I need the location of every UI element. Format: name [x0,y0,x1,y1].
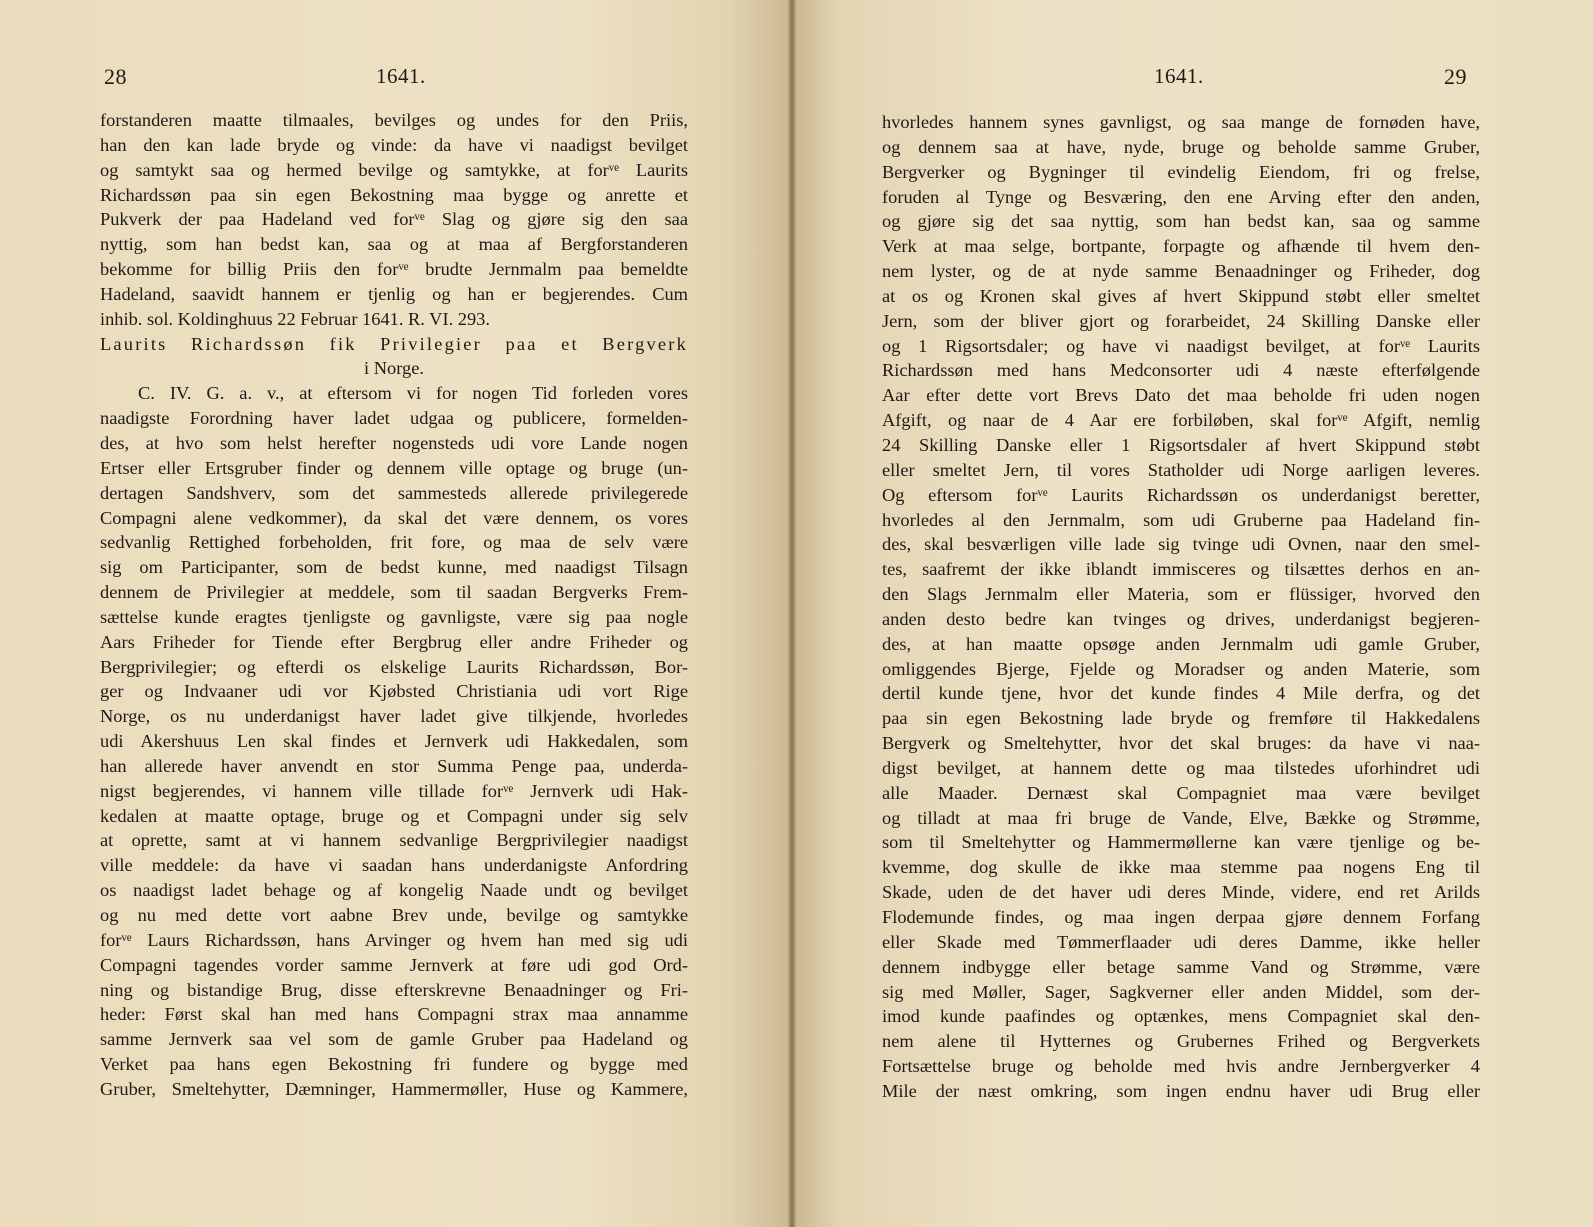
text-line: omliggendes Bjerge, Fjelde og Moradser og anden Materie, som [882,658,1480,679]
text-line: og gjøre sig det saa nyttig, som han bedst kan, saa og samme [882,211,1480,232]
text-line: ning og bistandige Brug, disse efterskrevne Benaadninger og Fri- [100,979,688,1000]
text-line: Norge, os nu underdanigst haver ladet give tilkjende, hvorledes [100,706,688,727]
text-line: dennem de Privilegier at meddele, som til saadan Bergverks Frem- [100,582,688,603]
text-line: sedvanlig Rettighed forbeholden, frit fore, og maa de selv være [100,532,688,553]
page-number: 28 [104,64,127,89]
text-line: imod kunde paafindes og optænkes, mens Compagniet skal den- [882,1006,1480,1027]
text-line: dennem indbygge eller betage samme Vand og Strømme, være [882,956,1480,977]
text-line: nigst begjerendes, vi hannem ville tillade forᵛᵉ Jernverk udi Hak- [100,780,688,801]
text-line: C. IV. G. a. v., at eftersom vi for nogen Tid forleden vores [138,383,688,404]
book-gutter [788,0,796,1227]
text-line: Compagni alene vedkommer), da skal det være dennem, os vores [100,507,688,528]
text-line: Bergprivilegier; og efterdi os elskelige Laurits Richardssøn, Bor- [100,656,688,677]
text-line: forstanderen maatte tilmaales, bevilges og undes for den Priis, [100,110,688,130]
section-heading: Laurits Richardssøn fik Privilegier paa et Bergverk [100,333,688,354]
text-line: dertagen Sandshverv, som det sammesteds allerede privilegerede [100,482,688,503]
text-line: Compagni tagendes vorder samme Jernverk at føre udi god Ord- [100,954,688,975]
text-line: den Slags Jernmalm eller Materia, som er flüssiger, hvorved den [882,584,1480,605]
text-line: hvorledes hannem synes gavnligst, og saa mange de fornøden have, [882,112,1480,132]
text-line: Ertser eller Ertsgruber finder og dennem ville optage og bruge (un- [100,457,688,478]
text-line: Verket paa hans egen Bekostning fri fundere og bygge med [100,1054,688,1075]
text-line: sig om Participanter, som de bedst kunne, med naadigst Tilsagn [100,557,688,578]
text-line: og tilladt at maa fri bruge de Vande, Elve, Bække og Strømme, [882,807,1480,828]
text-line: Afgift, og naar de 4 Aar ere forbiløben, skal forᵛᵉ Afgift, nemlig [882,410,1480,431]
text-line: bekomme for billig Priis den forᵛᵉ brudte Jernmalm paa bemeldte [100,259,688,280]
text-line: inhib. sol. Koldinghuus 22 Februar 1641. R. VI. 293. [100,308,490,329]
left-page [0,0,792,1227]
running-head-year: 1641. [1154,64,1204,88]
text-line: at os og Kronen skal gives af hvert Skippund støbt eller smeltet [882,285,1480,306]
text-line: Mile der næst omkring, som ingen endnu haver udi Brug eller [882,1080,1480,1101]
page-number: 29 [1444,64,1467,89]
text-line: os naadigst ladet behage og af kongelig Naade undt og bevilget [100,880,688,901]
text-line: og nu med dette vort aabne Brev unde, bevilge og samtykke [100,905,688,925]
text-line: som til Smeltehytter og Hammermøllerne kan være tjenlige og be- [882,832,1480,853]
text-line: 24 Skilling Danske eller 1 Rigsortsdaler af hvert Skippund støbt [882,434,1480,455]
text-line: heder: Først skal han med hans Compagni strax maa annamme [100,1004,688,1025]
text-line: des, at han maatte opsøge anden Jernmalm udi gamle Gruber, [882,633,1480,654]
text-line: Gruber, Smeltehytter, Dæmninger, Hammermøller, Huse og Kammere, [100,1078,688,1099]
text-line: han den kan lade bryde og vinde: da have vi naadigst bevilget [100,134,688,155]
text-line: hvorledes al den Jernmalm, som udi Gruberne paa Hadeland fin- [882,509,1480,530]
text-line: des, at hvo som helst herefter nogensteds udi vore Lande nogen [100,432,688,453]
text-line: kedalen at maatte optage, bruge og et Compagni under sig selv [100,805,688,826]
text-line: sættelse kunde eragtes tjenligste og gavnligste, være sig paa nogle [100,606,688,627]
text-line: udi Akershuus Len skal findes et Jernverk udi Hakkedalen, som [100,731,688,752]
text-line: alle Maader. Dernæst skal Compagniet maa være bevilget [882,782,1480,803]
text-line: tes, saafremt der ikke iblandt immisceres og tilsættes derhos en an- [882,559,1480,580]
text-line: sig med Møller, Sager, Sagkverner eller anden Middel, som der- [882,981,1480,1002]
text-line: Skade, uden de det haver udi deres Minde, videre, end ret Arilds [882,882,1480,903]
text-line: Og eftersom forᵛᵉ Laurits Richardssøn os underdanigst beretter, [882,484,1480,505]
text-line: anden desto bedre kan tvinges og drives, underdanigst begjeren- [882,608,1480,629]
text-line: Flodemunde findes, og maa ingen derpaa gjøre dennem Forfang [882,907,1480,927]
text-line: Richardssøn med hans Medconsorter udi 4 næste efterfølgende [882,360,1480,381]
text-line: forᵛᵉ Laurs Richardssøn, hans Arvinger og hvem han med sig udi [100,929,688,950]
text-line: Richardssøn paa sin egen Bekostning maa bygge og anrette et [100,184,688,205]
text-line: dertil kunde tjene, hvor det kunde findes 4 Mile derfra, og det [882,683,1480,704]
text-line: og samtykt saa og hermed bevilge og samtykke, at forᵛᵉ Laurits [100,159,688,180]
left-page-text [100,108,688,1102]
text-line: samme Jernverk saa vel som de gamle Gruber paa Hadeland og [100,1029,688,1050]
text-line: Bergverk og Smeltehytter, hvor det skal bruges: da have vi naa- [882,733,1480,754]
section-heading-continued: i Norge. [364,358,424,379]
text-line: Jern, som der bliver gjort og forarbeidet, 24 Skilling Danske eller [882,310,1480,331]
right-page-text [882,110,1480,1104]
text-line: Aars Friheder for Tiende efter Bergbrug eller andre Friheder og [100,631,688,652]
text-line: des, skal besværligen ville lade sig tvinge udi Ovnen, naar den smel- [882,534,1480,555]
text-line: Fortsættelse bruge og beholde med hvis andre Jernbergverker 4 [882,1056,1480,1077]
right-page [792,0,1593,1227]
text-line: Bergverker og Bygninger til evindelig Eiendom, fri og frelse, [882,161,1480,182]
text-line: nem alene til Hytternes og Grubernes Frihed og Bergverkets [882,1031,1480,1052]
text-line: eller Skade med Tømmerflaader udi deres Damme, ikke heller [882,931,1480,952]
text-line: nem lyster, og de at nyde samme Benaadninger og Friheder, dog [882,261,1480,282]
running-head-year: 1641. [376,64,426,88]
text-line: Aar efter dette vort Brevs Dato det maa beholde fri uden nogen [882,385,1480,406]
text-line: digst bevilget, at hannem dette og maa tilstedes uforhindret udi [882,757,1480,778]
text-line: eller smeltet Jern, til vores Statholder udi Norge aarligen leveres. [882,459,1480,480]
text-line: Hadeland, saavidt hannem er tjenlig og han er begjerendes. Cum [100,283,688,304]
text-line: at oprette, samt at vi hannem sedvanlige Bergprivilegier naadigst [100,830,688,851]
text-line: ville meddele: da have vi saadan hans underdanigste Anfordring [100,855,688,876]
text-line: og 1 Rigsortsdaler; og have vi naadigst bevilget, at forᵛᵉ Laurits [882,335,1480,356]
text-line: naadigste Forordning haver ladet udgaa og publicere, formelden- [100,408,688,429]
text-line: ger og Indvaaner udi vor Kjøbsted Christiania udi vort Rige [100,681,688,702]
text-line: Pukverk der paa Hadeland ved forᵛᵉ Slag og gjøre sig den saa [100,209,688,230]
text-line: paa sin egen Bekostning lade bryde og fremføre til Hakkedalens [882,708,1480,729]
text-line: kvemme, dog skulle de ikke maa stemme paa nogens Eng til [882,857,1480,878]
text-line: Verk at maa selge, bortpante, forpagte og afhænde til hvem den- [882,236,1480,257]
text-line: han allerede haver anvendt en stor Summa Penge paa, underda- [100,755,688,776]
text-line: nyttig, som han bedst kan, saa og at maa af Bergforstanderen [100,234,688,255]
text-line: og dennem saa at have, nyde, bruge og beholde samme Gruber, [882,136,1480,157]
text-line: foruden al Tynge og Besværing, den ene Arving efter den anden, [882,186,1480,207]
